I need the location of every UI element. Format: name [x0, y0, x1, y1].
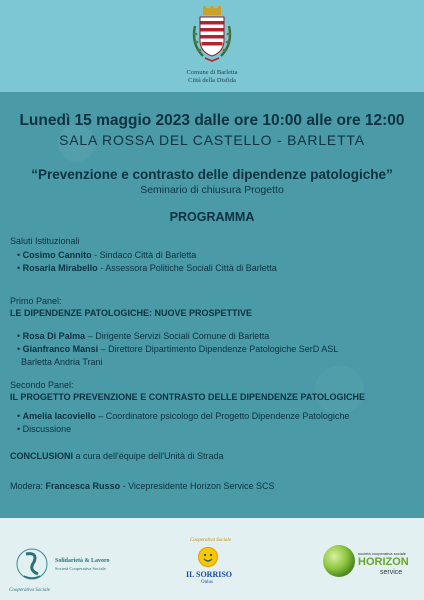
speaker-role: – Dirigente Servizi Sociali Comune di Barletta: [85, 331, 270, 341]
speaker-name: Gianfranco Mansi: [22, 344, 99, 354]
event-subtitle: Seminario di chiusura Progetto: [140, 184, 284, 196]
speaker-name: Cosimo Cannito: [22, 250, 92, 260]
program-heading: PROGRAMMA: [169, 210, 255, 224]
speaker-name: Rosaria Mirabello: [22, 263, 98, 273]
panel2-label: Secondo Panel:: [10, 380, 74, 390]
list-item: • Cosimo Cannito - Sindaco Città di Barletta: [17, 250, 197, 260]
moderator-label: Modera:: [10, 481, 46, 491]
speaker-role: – Coordinatore psicologo del Progetto Dipendenze Patologiche: [95, 411, 350, 421]
city-crest-icon: [189, 6, 235, 64]
panel1-title: LE DIPENDENZE PATOLOGICHE: NUOVE PROSPETTIVE: [10, 308, 253, 318]
speaker-name: Amelia Iacoviello: [22, 411, 96, 421]
speaker-role: - Assessora Politiche Sociali Città di Barletta: [97, 263, 277, 273]
discussion-item: Discussione: [22, 424, 72, 434]
logo2-name: IL SORRISO: [186, 570, 233, 579]
conclusions-line: [10, 451, 224, 462]
logo1-subtitle: Società Cooperativa Sociale: [55, 566, 106, 571]
logo2-arc-text: Cooperativa Sociale: [190, 538, 231, 543]
logo1-circle-text: Cooperativa Sociale: [9, 588, 50, 593]
city-subtitle: Città della Disfida: [188, 77, 236, 84]
logo3-top-text: società cooperativa sociale: [358, 551, 407, 556]
logo3-subtitle: service: [380, 569, 403, 576]
speaker-role-continuation: Barletta Andria Trani: [21, 357, 103, 367]
smiley-sun-icon: [197, 546, 219, 568]
horizon-globe-icon: [322, 544, 356, 578]
panel2-title: IL PROGETTO PREVENZIONE E CONTRASTO DELLE DIPENDENZE PATOLOGICHE: [10, 392, 366, 402]
event-title: “Prevenzione e contrasto delle dipendenze patologiche”: [31, 167, 393, 182]
logo2-subtitle: Onlus: [201, 580, 213, 585]
header-band: [0, 0, 424, 92]
speaker-name: Rosa Di Palma: [22, 331, 86, 341]
list-item: • Amelia Iacoviello – Coordinatore psicologo del Progetto Dipendenze Patologiche: [17, 411, 350, 421]
city-name: Comune di Barletta: [186, 69, 238, 76]
moderator-line: [10, 481, 274, 492]
event-venue: SALA ROSSA DEL CASTELLO - BARLETTA: [59, 132, 365, 148]
conclusions-label: CONCLUSIONI: [10, 451, 73, 461]
moderator-name: Francesca Russo: [45, 481, 121, 491]
speaker-role: – Direttore Dipartimento Dipendenze Patologiche SerD ASL: [98, 344, 339, 354]
list-item: • Discussione: [17, 424, 72, 434]
solidarieta-lavoro-logo-icon: [12, 544, 52, 588]
list-item: • Rosa Di Palma – Dirigente Servizi Sociali Comune di Barletta: [17, 331, 270, 341]
greetings-label: Saluti Istituzionali: [10, 236, 80, 246]
event-date-time: Lunedì 15 maggio 2023 dalle ore 10:00 alle ore 12:00: [19, 112, 405, 129]
panel1-label: Primo Panel:: [10, 296, 62, 306]
conclusions-text: a cura dell'équipe dell'Unità di Strada: [73, 451, 224, 461]
list-item: • Rosaria Mirabello - Assessora Politiche Sociali Città di Barletta: [17, 263, 277, 273]
speaker-role: - Sindaco Città di Barletta: [91, 250, 197, 260]
moderator-role: - Vicepresidente Horizon Service SCS: [120, 481, 275, 491]
logo3-name: HORIZON: [358, 556, 409, 568]
list-item: • Gianfranco Mansi – Direttore Dipartimento Dipendenze Patologiche SerD ASL: [17, 344, 339, 354]
logo1-name: Solidarietà & Lavoro: [55, 558, 110, 564]
footer-band: [0, 518, 424, 600]
